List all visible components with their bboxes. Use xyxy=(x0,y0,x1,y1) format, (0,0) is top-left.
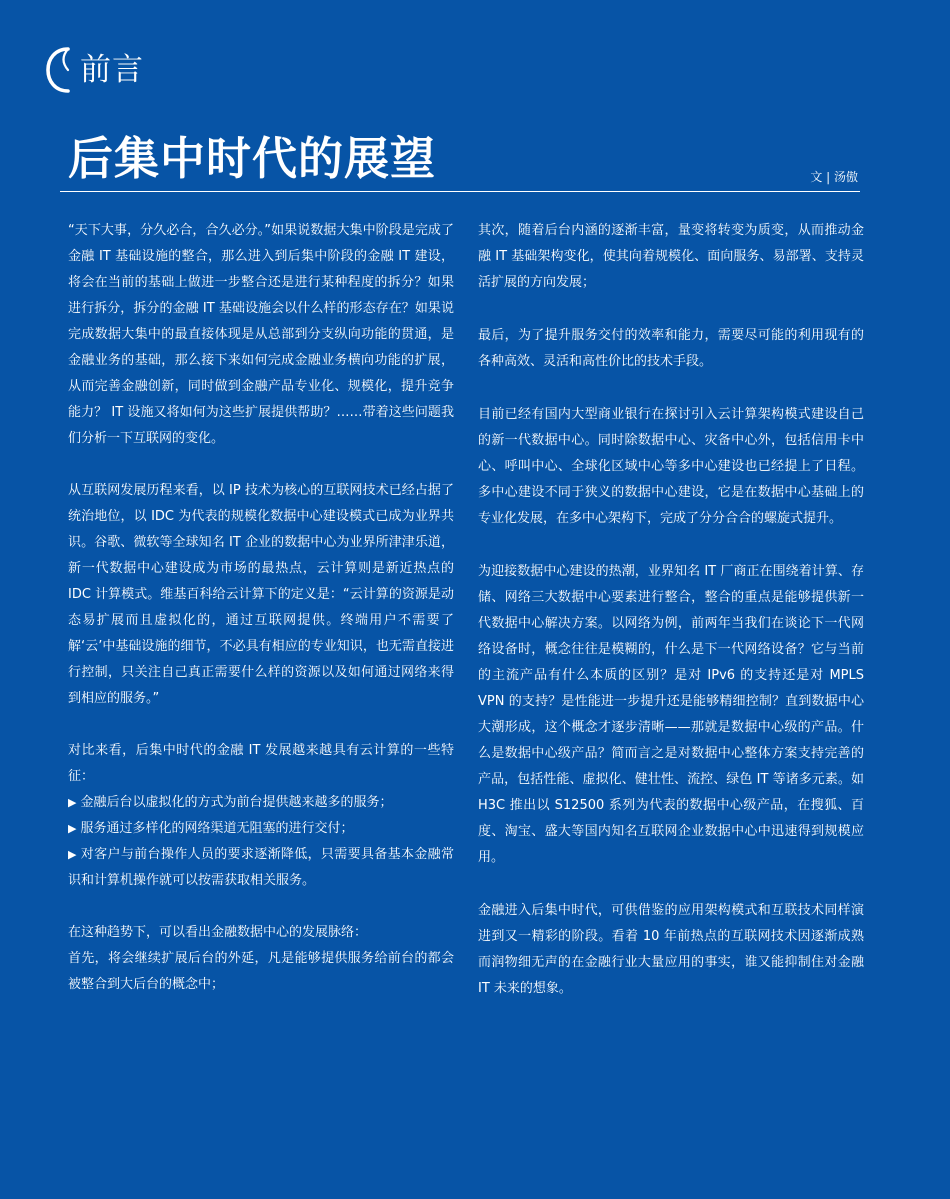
article-title: 后集中时代的展望 xyxy=(68,132,437,185)
triangle-bullet-icon: ▶ xyxy=(68,822,77,835)
bracket-c-icon xyxy=(44,46,74,94)
left-column xyxy=(68,218,454,998)
paragraph: 为迎接数据中心建设的热潮，业界知名 IT 厂商正在围绕着计算、存储、网络三大数据中心要素进行整合，整合的重点是能够提供新一代数据中心解决方案。以网络为例，前两年当我们在谈论下一代网络设备时，概念往往是模糊的，什么是下一代网络设备？它与当前的主流产品有什么本质的区别？是对 IPv6 的支持还是对 MPLS VPN 的支持？是性能进一步提升还是能够精细控制？直到数据中心大潮形成，这个概念才逐步清晰——那就是数据中心级的产品。什么是数据中心级产品？简而言之是对数据中心整体方案支持完善的产品，包括性能、虚拟化、健壮性、流控、绿色 IT 等诸多元素。如 H3C 推出以 S12500 系列为代表的数据中心级产品，在搜狐、百度、淘宝、盛大等国内知名互联网企业数据中心中迅速得到规模应用。 xyxy=(478,564,864,865)
paragraph: 首先，将会继续扩展后台的外延，凡是能够提供服务给前台的都会被整合到大后台的概念中； xyxy=(68,951,454,992)
paragraph: “天下大事，分久必合，合久必分。”如果说数据大集中阶段是完成了金融 IT 基础设施的整合，那么进入到后集中阶段的金融 IT 建设，将会在当前的基础上做进一步整合还是进行某种程度的拆分？如果进行拆分，拆分的金融 IT 基础设施会以什么样的形态存在？如果说完成数据大集中的最直接体现是从总部到分支纵向功能的贯通，是金融业务的基础，那么接下来如何完成金融业务横向功能的扩展，从而完善金融创新，同时做到金融产品专业化、规模化，提升竞争能力？ IT 设施又将如何为这些扩展提供帮助？……带着这些问题我们分析一下互联网的变化。 xyxy=(68,223,454,446)
list-item-text: 金融后台以虚拟化的方式为前台提供越来越多的服务； xyxy=(80,795,393,810)
triangle-bullet-icon: ▶ xyxy=(68,848,77,861)
right-column xyxy=(478,218,864,1002)
author-byline: 文 | 汤傲 xyxy=(810,170,858,184)
list-item xyxy=(68,842,454,894)
section-header xyxy=(44,44,144,96)
paragraph: 金融进入后集中时代，可供借鉴的应用架构模式和互联技术同样演进到又一精彩的阶段。看着 10 年前热点的互联网技术因逐渐成熟而润物细无声的在金融行业大量应用的事实，谁又能抑制住对金融 IT 未来的想象。 xyxy=(478,903,864,996)
paragraph: 其次，随着后台内涵的逐渐丰富，量变将转变为质变，从而推动金融 IT 基础架构变化，使其向着规模化、面向服务、易部署、支持灵活扩展的方向发展； xyxy=(478,223,864,290)
paragraph: 从互联网发展历程来看，以 IP 技术为核心的互联网技术已经占据了统治地位，以 IDC 为代表的规模化数据中心建设模式已成为业界共识。谷歌、微软等全球知名 IT 企业的数据中心为业界所津津乐道，新一代数据中心建设成为市场的最热点，云计算则是新近热点的 IDC 计算模式。维基百科给云计算下的定义是：“云计算的资源是动态易扩展而且虚拟化的，通过互联网提供。终端用户不需要了解‘云’中基础设施的细节，不必具有相应的专业知识，也无需直接进行控制，只关注自己真正需要什么样的资源以及如何通过网络来得到相应的服务。” xyxy=(68,483,454,706)
paragraph: 对比来看，后集中时代的金融 IT 发展越来越具有云计算的一些特征： xyxy=(68,743,454,784)
paragraph: 在这种趋势下，可以看出金融数据中心的发展脉络： xyxy=(68,925,368,940)
feature-list xyxy=(68,790,454,894)
list-item-text: 服务通过多样化的网络渠道无阻塞的进行交付； xyxy=(80,821,354,836)
title-divider xyxy=(60,191,860,192)
paragraph: 最后，为了提升服务交付的效率和能力，需要尽可能的利用现有的各种高效、灵活和高性价比的技术手段。 xyxy=(478,328,864,369)
list-item xyxy=(68,790,454,816)
list-item xyxy=(68,816,454,842)
paragraph: 目前已经有国内大型商业银行在探讨引入云计算架构模式建设自己的新一代数据中心。同时除数据中心、灾备中心外，包括信用卡中心、呼叫中心、全球化区域中心等多中心建设也已经提上了日程。多中心建设不同于狭义的数据中心建设，它是在数据中心基础上的专业化发展，在多中心架构下，完成了分分合合的螺旋式提升。 xyxy=(478,407,864,526)
section-label: 前言 xyxy=(80,52,144,88)
triangle-bullet-icon: ▶ xyxy=(68,796,77,809)
list-item-text: 对客户与前台操作人员的要求逐渐降低，只需要具备基本金融常识和计算机操作就可以按需获取相关服务。 xyxy=(68,847,454,888)
